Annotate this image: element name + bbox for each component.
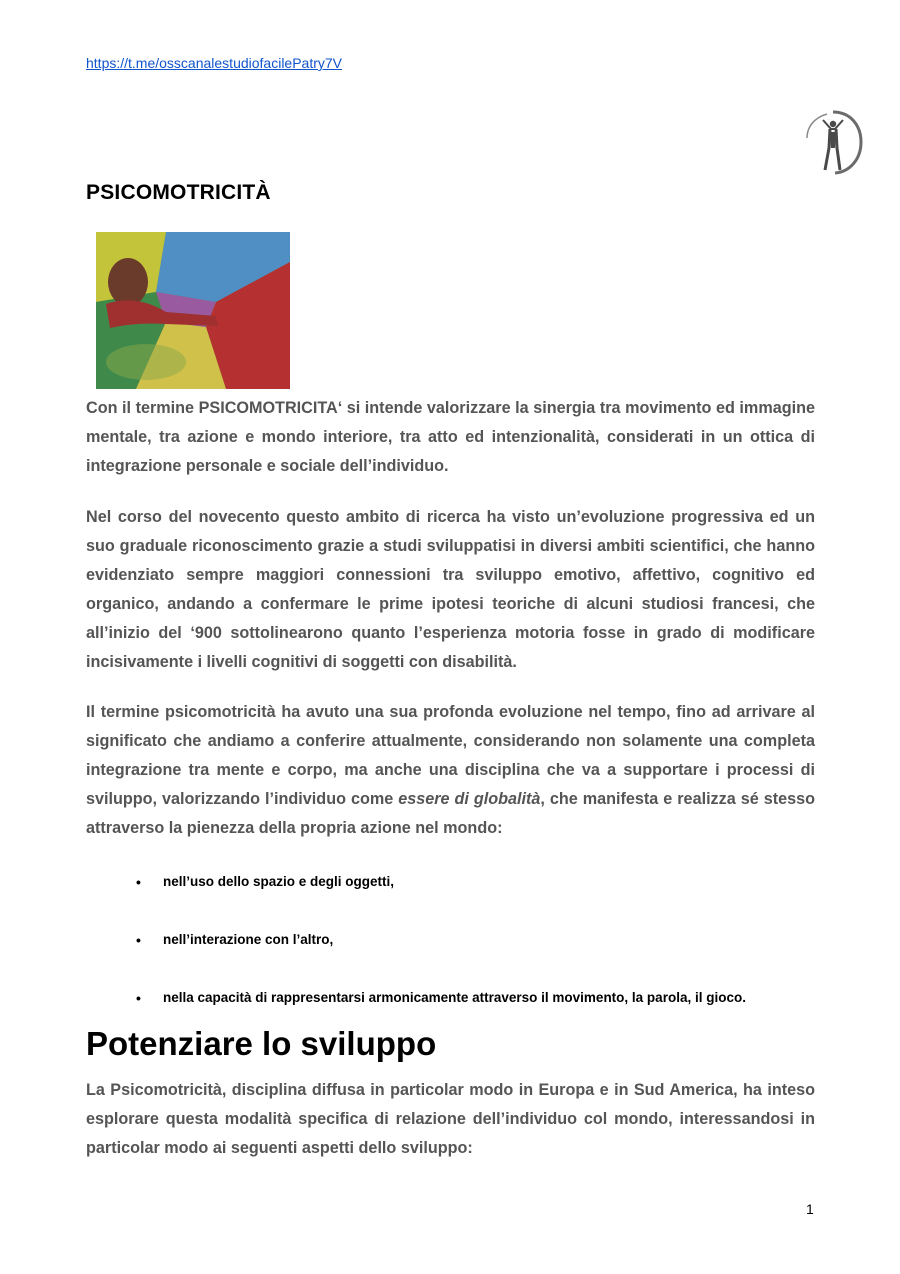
- evolution-text-end: , che manifesta e realizza sé stesso attraverso la pienezza della propria azione nel mondo:: [86, 790, 815, 837]
- page-title: PSICOMOTRICITÀ: [86, 181, 271, 204]
- intro-paragraph: Con il termine PSICOMOTRICITA‘ si intende valorizzare la sinergia tra movimento ed immagine mentale, tra azione e mondo interiore, tra atto ed intenzionalità, considerati in un ottica di integrazione personale e sociale dell’individuo.: [86, 399, 815, 475]
- parachute-photo: [96, 232, 290, 389]
- list-item: [86, 928, 815, 986]
- svg-text:·····: ·····: [827, 117, 832, 121]
- list-item-text: nella capacità di rappresentarsi armonicamente attraverso il movimento, la parola, il gioco.: [163, 990, 746, 1005]
- evolution-text-start: Il termine psicomotricità ha avuto una sua profonda evoluzione nel tempo, fino ad arrivare al significato che andiamo a conferire attualmente, considerando non solamente una completa integrazione tra mente e corpo, ma anche una disciplina che va a supportare i processi di sviluppo, valorizzando l’individuo come: [86, 703, 815, 808]
- history-paragraph: Nel corso del novecento questo ambito di ricerca ha visto un’evoluzione progressiva ed un suo graduale riconoscimento grazie a studi sviluppatisi in diversi ambiti scientifici, che hanno evidenziato sempre maggiori connessioni tra sviluppo emotivo, affettivo, cognitivo ed organico, andando a confermare le prime ipotesi teoriche di alcuni studiosi francesi, che all’inizio del ‘900 sottolinearono quanto l’esperienza motoria fosse in grado di modificare incisivamente i livelli cognitivi di soggetti con disabilità.: [86, 508, 815, 671]
- evolution-paragraph: [86, 698, 815, 843]
- bullet-list: [86, 870, 815, 1044]
- list-item: [86, 870, 815, 928]
- bullet-icon: •: [136, 874, 141, 890]
- section-heading: Potenziare lo sviluppo: [86, 1025, 437, 1062]
- header-link[interactable]: https://t.me/osscanalestudiofacilePatry7V: [86, 55, 343, 71]
- list-item-text: nell’uso dello spazio e degli oggetti,: [163, 874, 395, 889]
- bullet-icon: •: [136, 990, 141, 1006]
- page-number: 1: [806, 1201, 814, 1217]
- bullet-icon: •: [136, 932, 141, 948]
- vitruvian-figure-logo-icon: [803, 108, 865, 176]
- list-item-text: nell’interazione con l’altro,: [163, 932, 334, 947]
- evolution-text-italic: essere di globalità: [398, 790, 541, 808]
- development-paragraph: La Psicomotricità, disciplina diffusa in particolar modo in Europa e in Sud America, ha inteso esplorare questa modalità specifica di relazione dell’individuo col mondo, interessandosi in particolar modo ai seguenti aspetti dello sviluppo:: [86, 1081, 815, 1157]
